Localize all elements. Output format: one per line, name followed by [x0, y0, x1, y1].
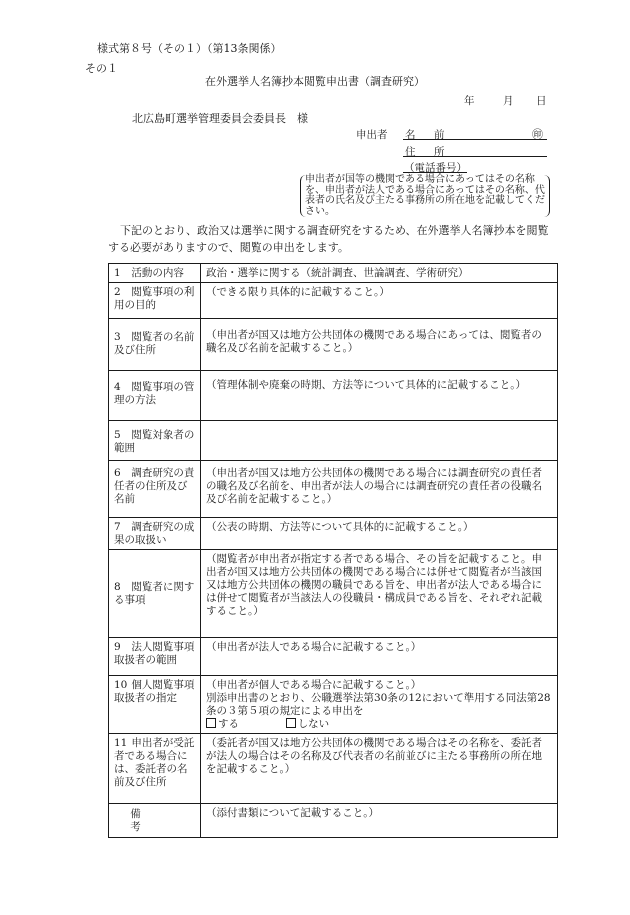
applicant-note: 申出者が国等の機関である場合にあってはその名称を、申出者が法人である場合にあってはその名称、代表者の氏名及び主たる事務所の所在地を記載してください。 [300, 175, 550, 217]
table-row [109, 804, 558, 838]
table-row [109, 421, 558, 461]
row-field[interactable] [201, 421, 558, 461]
row-field[interactable]: （閲覧者が申出者が指定する者である場合、その旨を記載すること。申出者が国又は地方公共団体の機関である場合には併せて閲覧者が当該国又は地方公共団体の機関の職員である旨を、申出者が法人である場合には併せて閲覧者が当該法人の役職員・構成員である旨を、それぞれ記載すること。） [201, 550, 558, 638]
date-year-label: 年 [464, 95, 475, 107]
row-field[interactable]: （管理体制や廃棄の時期、方法等について具体的に記載すること。） [201, 371, 558, 421]
row10-options [206, 718, 552, 731]
table-row [109, 319, 558, 371]
table-row [109, 638, 558, 676]
table-row [109, 676, 558, 734]
phone-label: （電話番号） [404, 162, 467, 174]
row-field[interactable]: （委託者が国又は地方公共団体の機関である場合はその名称を、委託者が法人の場合はその名称及び代表者の名前並びに主たる事務所の所在地を記載すること。） [201, 734, 558, 804]
row-field[interactable]: （公表の時期、方法等について具体的に記載すること。） [201, 518, 558, 550]
table-row [109, 283, 558, 319]
intro-text: 下記のとおり、政治又は選挙に関する調査研究をするため、在外選挙人名簿抄本を閲覧する必要がありますので、閲覧の申出をします。 [108, 224, 549, 254]
addressee: 北広島町選挙管理委員会委員長 様 [132, 112, 308, 125]
row-label: 5 閲覧対象者の範囲 [109, 421, 201, 461]
row-field[interactable]: （申出者が国又は地方公共団体の機関である場合にあっては、閲覧者の職名及び名前を記載すること。） [201, 319, 558, 371]
row-label: 1 活動の内容 [109, 264, 201, 283]
address-label: 住 所 [405, 146, 449, 158]
table-row [109, 518, 558, 550]
row-field[interactable] [201, 676, 558, 734]
option-no-label: しない [297, 718, 330, 730]
row-label: 10 個人閲覧事項取扱者の指定 [109, 676, 201, 734]
row-label: 3 閲覧者の名前及び住所 [109, 319, 201, 371]
row-field[interactable]: （添付書類について記載すること。） [201, 804, 558, 838]
row-field[interactable]: （申出者が国又は地方公共団体の機関である場合には調査研究の責任者の職名及び名前を、申出者が法人の場合には調査研究の責任者の役職名及び名前を記載すること。） [201, 461, 558, 518]
name-label: 名 前 [405, 129, 449, 141]
row-label: 2 閲覧事項の利用の目的 [109, 283, 201, 319]
date-month-label: 月 [503, 95, 514, 107]
date-day-label: 日 [536, 95, 547, 107]
row-label: 6 調査研究の責任者の住所及び名前 [109, 461, 201, 518]
row10-note: （申出者が個人である場合に記載すること。） [206, 679, 422, 691]
row-label: 4 閲覧事項の管理の方法 [109, 371, 201, 421]
row-label: 9 法人閲覧事項取扱者の範囲 [109, 638, 201, 676]
table-row [109, 461, 558, 518]
table-row [109, 734, 558, 804]
row-label: 8 閲覧者に関する事項 [109, 550, 201, 638]
row-field[interactable]: 政治・選挙に関する（統計調査、世論調査、学術研究） [201, 264, 558, 283]
document-title: 在外選挙人名簿抄本閲覧申出書（調査研究） [205, 75, 425, 88]
applicant-label: 申出者 [356, 129, 388, 141]
seal-icon: ㊞ [532, 128, 543, 141]
row-label: 11 申出者が受託者である場合には、委託者の名前及び住所 [109, 734, 201, 804]
application-table [108, 263, 558, 838]
row-field[interactable]: （申出者が法人である場合に記載すること。） [201, 638, 558, 676]
table-row [109, 550, 558, 638]
option-yes-label: する [218, 718, 239, 730]
row-field[interactable]: （できる限り具体的に記載すること。） [201, 283, 558, 319]
checkbox-no[interactable] [286, 718, 296, 728]
row10-statement: 別添申出書のとおり、公職選挙法第30条の12において準用する同法第28条の３第５項の規定による申出を [206, 692, 551, 717]
checkbox-yes[interactable] [206, 718, 216, 728]
form-code: 様式第８号（その１）（第13条関係） [97, 42, 282, 55]
form-sub-number: その１ [85, 62, 118, 75]
table-row [109, 371, 558, 421]
row-label: 7 調査研究の成果の取扱い [109, 518, 201, 550]
table-row [109, 264, 558, 283]
row-label: 備考 [109, 804, 201, 838]
